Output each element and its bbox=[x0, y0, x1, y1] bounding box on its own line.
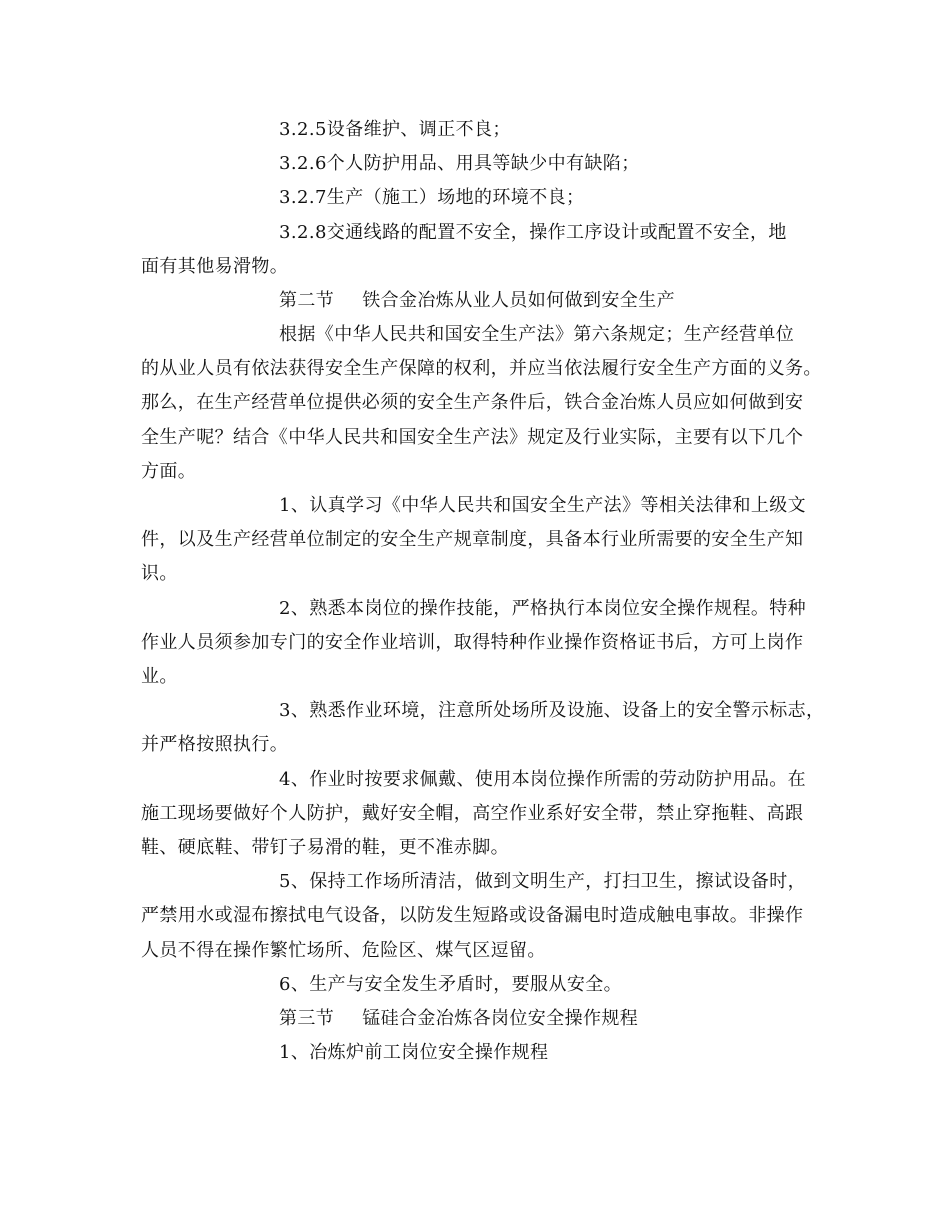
section-heading-2 bbox=[279, 289, 675, 313]
intro-line: 方面。 bbox=[141, 461, 197, 482]
item-3-2-6: 3.2.6个人防护用品、用具等缺少中有缺陷； bbox=[279, 153, 640, 174]
subsection-title: 1、冶炼炉前工岗位安全操作规程 bbox=[279, 1042, 549, 1063]
item-3-2-5: 3.2.5设备维护、调正不良； bbox=[279, 119, 511, 140]
section-title: 锰硅合金冶炼各岗位安全操作规程 bbox=[362, 1008, 639, 1029]
intro-line: 全生产呢？结合《中华人民共和国安全生产法》规定及行业实际，主要有以下几个 bbox=[141, 427, 804, 448]
intro-line: 的从业人员有依法获得安全生产保障的权利，并应当依法履行安全生产方面的义务。 bbox=[141, 358, 822, 379]
point-2-line: 2、熟悉本岗位的操作技能，严格执行本岗位安全操作规程。特种 bbox=[279, 598, 807, 619]
point-5-line: 人员不得在操作繁忙场所、危险区、煤气区逗留。 bbox=[141, 940, 546, 961]
section-number: 第二节 bbox=[279, 290, 335, 311]
intro-line: 那么，在生产经营单位提供必须的安全生产条件后，铁合金冶炼人员应如何做到安 bbox=[141, 392, 804, 413]
point-3-line: 3、熟悉作业环境，注意所处场所及设施、设备上的安全警示标志， bbox=[279, 700, 825, 721]
section-heading-3 bbox=[279, 1007, 638, 1031]
point-1-line: 件，以及生产经营单位制定的安全生产规章制度，具备本行业所需要的安全生产知 bbox=[141, 529, 804, 550]
point-6: 6、生产与安全发生矛盾时，要服从安全。 bbox=[279, 974, 623, 995]
intro-line: 根据《中华人民共和国安全生产法》第六条规定；生产经营单位 bbox=[279, 324, 795, 345]
point-1-line: 1、认真学习《中华人民共和国安全生产法》等相关法律和上级文 bbox=[279, 495, 807, 516]
item-3-2-8: 3.2.8交通线路的配置不安全，操作工序设计或配置不安全，地 bbox=[279, 222, 787, 243]
point-4-line: 4、作业时按要求佩戴、使用本岗位操作所需的劳动防护用品。在 bbox=[279, 769, 807, 790]
item-3-2-8-cont: 面有其他易滑物。 bbox=[141, 256, 289, 277]
point-3-line: 并严格按照执行。 bbox=[141, 734, 289, 755]
point-5-line: 严禁用水或湿布擦拭电气设备，以防发生短路或设备漏电时造成触电事故。非操作 bbox=[141, 905, 804, 926]
point-1-line: 识。 bbox=[141, 563, 178, 584]
point-2-line: 业。 bbox=[141, 666, 178, 687]
point-4-line: 鞋、硬底鞋、带钉子易滑的鞋，更不准赤脚。 bbox=[141, 837, 509, 858]
point-2-line: 作业人员须参加专门的安全作业培训，取得特种作业操作资格证书后，方可上岗作 bbox=[141, 632, 804, 653]
item-3-2-7: 3.2.7生产（施工）场地的环境不良； bbox=[279, 187, 585, 208]
point-5-line: 5、保持工作场所清洁，做到文明生产，打扫卫生，擦试设备时， bbox=[279, 871, 807, 892]
point-4-line: 施工现场要做好个人防护，戴好安全帽，高空作业系好安全带，禁止穿拖鞋、高跟 bbox=[141, 803, 804, 824]
section-title: 铁合金冶炼从业人员如何做到安全生产 bbox=[362, 290, 676, 311]
section-number: 第三节 bbox=[279, 1008, 335, 1029]
